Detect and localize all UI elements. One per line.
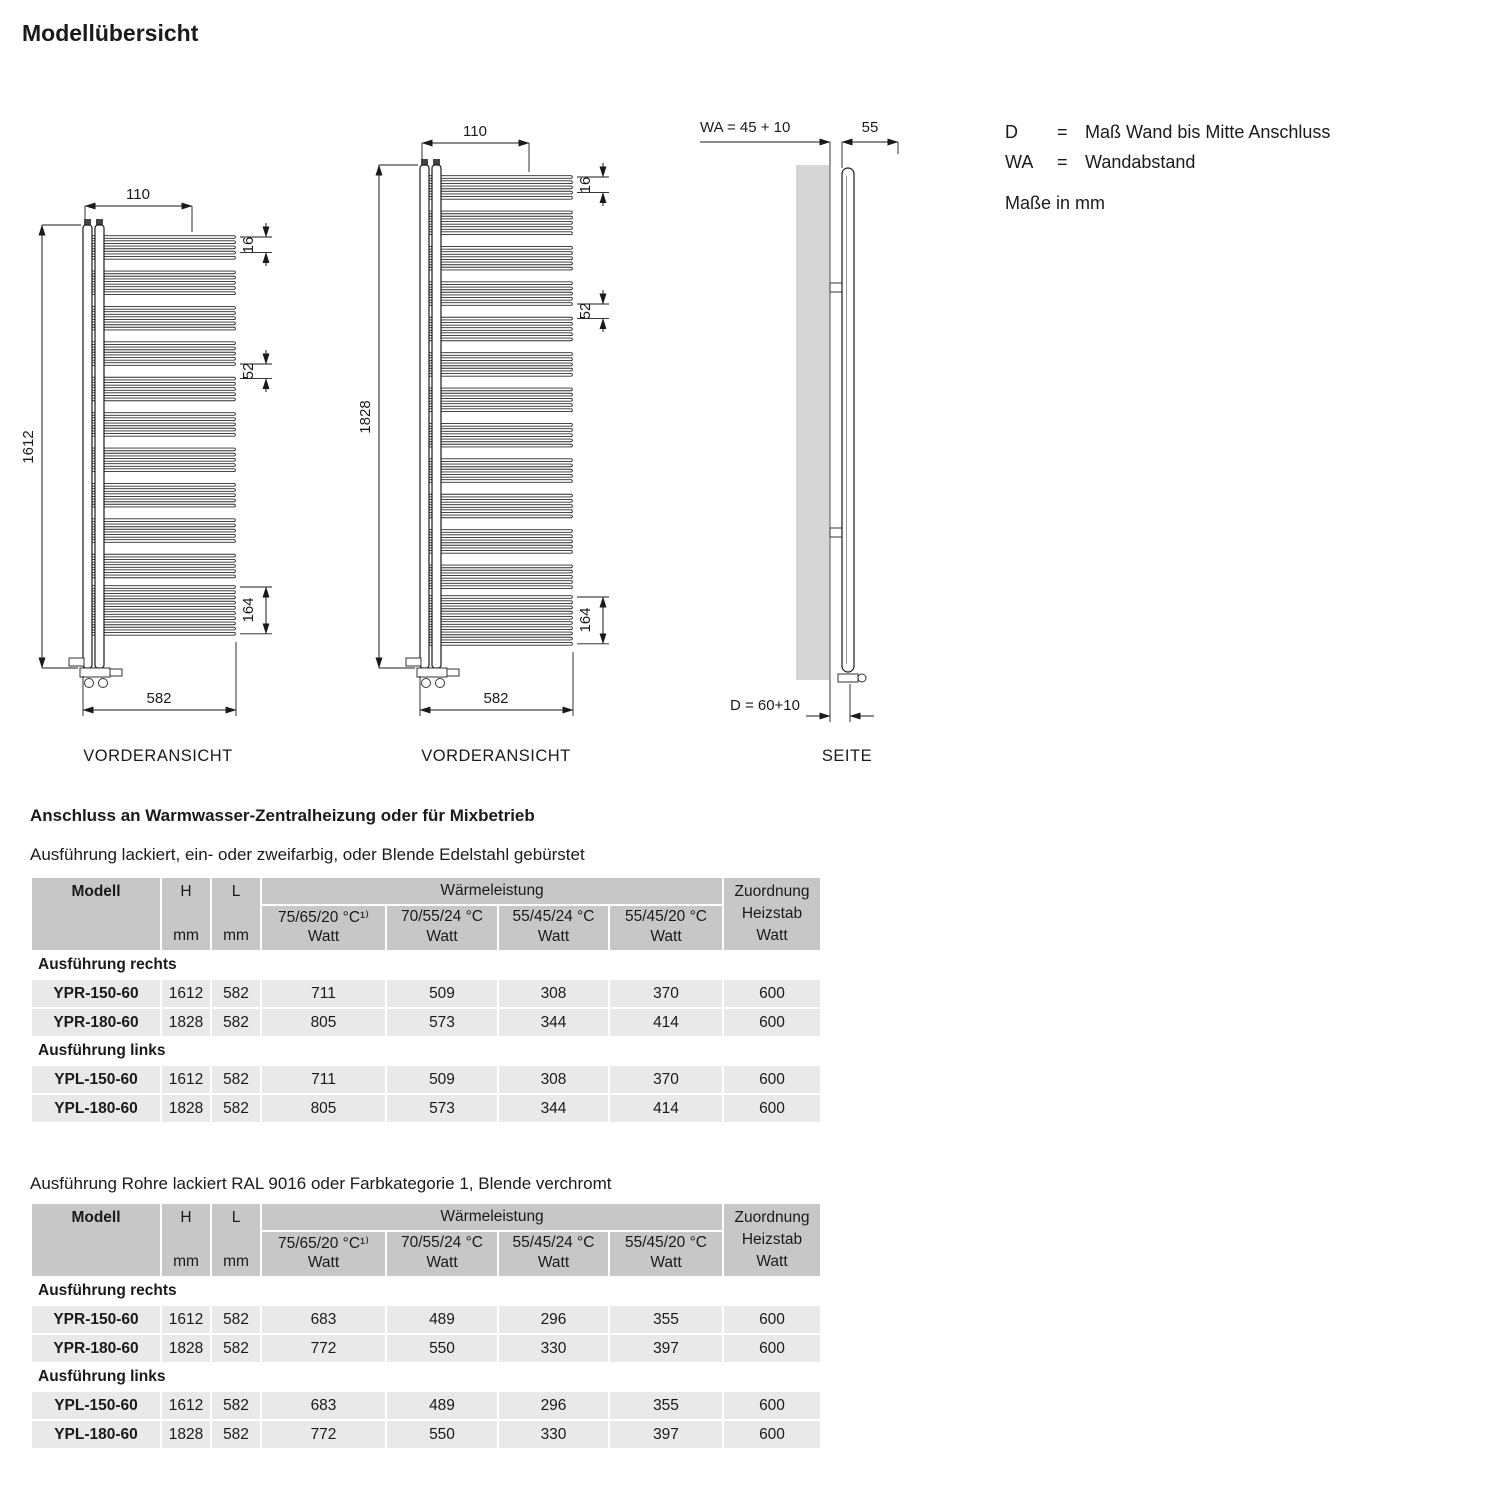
cell-l: 582 bbox=[211, 1420, 261, 1449]
cell-watt-1: 772 bbox=[261, 1420, 386, 1449]
cell-l: 582 bbox=[211, 979, 261, 1008]
col-header-performance: Wärmeleistung bbox=[261, 877, 723, 905]
cell-watt-4: 414 bbox=[609, 1008, 723, 1037]
col-header-temp-3: 55/45/24 °C Watt bbox=[498, 1231, 609, 1277]
table-row bbox=[31, 1065, 821, 1094]
dimension-label: 16 bbox=[240, 236, 257, 254]
cell-watt-3: 344 bbox=[498, 1094, 609, 1123]
cell-watt-3: 296 bbox=[498, 1305, 609, 1334]
cell-heizstab: 600 bbox=[723, 1065, 821, 1094]
col-header-model: Modell bbox=[31, 877, 161, 951]
cell-model: YPL-150-60 bbox=[31, 1391, 161, 1420]
dimension-label: 110 bbox=[463, 123, 487, 140]
col-header-temp-1: 75/65/20 °C¹⁾ Watt bbox=[261, 1231, 386, 1277]
subtitle-2: Ausführung Rohre lackiert RAL 9016 oder Farbkategorie 1, Blende verchromt bbox=[30, 1174, 612, 1193]
col-header-model: Modell bbox=[31, 1203, 161, 1277]
cell-h: 1828 bbox=[161, 1420, 211, 1449]
cell-watt-2: 550 bbox=[386, 1334, 498, 1363]
col-header-temp-1: 75/65/20 °C¹⁾ Watt bbox=[261, 905, 386, 951]
col-header-performance: Wärmeleistung bbox=[261, 1203, 723, 1231]
view-label-front-2: VORDERANSICHT bbox=[421, 747, 571, 765]
front-view-2 bbox=[357, 123, 609, 765]
performance-table-1 bbox=[30, 876, 822, 1124]
cell-l: 582 bbox=[211, 1008, 261, 1037]
dimension-label: 52 bbox=[240, 362, 257, 380]
cell-watt-3: 330 bbox=[498, 1334, 609, 1363]
cell-heizstab: 600 bbox=[723, 1334, 821, 1363]
table-section-row bbox=[31, 951, 821, 979]
dimension-label: 164 bbox=[240, 597, 257, 623]
cell-heizstab: 600 bbox=[723, 1008, 821, 1037]
section-heading: Anschluss an Warmwasser-Zentralheizung oder für Mixbetrieb bbox=[30, 806, 535, 825]
performance-table-2 bbox=[30, 1202, 822, 1450]
dimension-label: 582 bbox=[483, 690, 509, 707]
dimension-label: 55 bbox=[861, 119, 879, 136]
cell-heizstab: 600 bbox=[723, 1094, 821, 1123]
cell-h: 1828 bbox=[161, 1094, 211, 1123]
table-1-wrapper bbox=[30, 876, 822, 1124]
wall bbox=[797, 165, 830, 680]
cell-heizstab: 600 bbox=[723, 1305, 821, 1334]
cell-h: 1828 bbox=[161, 1334, 211, 1363]
cell-model: YPR-180-60 bbox=[31, 1008, 161, 1037]
col-header-assignment: Zuordnung Heizstab Watt bbox=[723, 877, 821, 951]
cell-watt-1: 805 bbox=[261, 1008, 386, 1037]
view-label-side: SEITE bbox=[821, 747, 873, 765]
cell-watt-3: 330 bbox=[498, 1420, 609, 1449]
table-row bbox=[31, 1420, 821, 1449]
dimension-label: 16 bbox=[577, 176, 594, 194]
col-header-temp-2: 70/55/24 °C Watt bbox=[386, 1231, 498, 1277]
cell-model: YPL-180-60 bbox=[31, 1094, 161, 1123]
cell-watt-3: 296 bbox=[498, 1391, 609, 1420]
col-header-l: L mm bbox=[211, 1203, 261, 1277]
cell-watt-1: 683 bbox=[261, 1305, 386, 1334]
cell-heizstab: 600 bbox=[723, 1391, 821, 1420]
legend-eq: = bbox=[1057, 152, 1068, 172]
cell-h: 1612 bbox=[161, 1391, 211, 1420]
col-header-h: H mm bbox=[161, 1203, 211, 1277]
cell-watt-2: 509 bbox=[386, 979, 498, 1008]
col-header-temp-2: 70/55/24 °C Watt bbox=[386, 905, 498, 951]
dimension-label: D = 60+10 bbox=[729, 697, 800, 714]
cell-model: YPR-150-60 bbox=[31, 1305, 161, 1334]
cell-h: 1612 bbox=[161, 1065, 211, 1094]
table-row bbox=[31, 1391, 821, 1420]
cell-watt-2: 489 bbox=[386, 1391, 498, 1420]
cell-watt-2: 573 bbox=[386, 1094, 498, 1123]
cell-heizstab: 600 bbox=[723, 1420, 821, 1449]
legend bbox=[1005, 122, 1330, 214]
cell-watt-1: 805 bbox=[261, 1094, 386, 1123]
section-label: Ausführung rechts bbox=[31, 1277, 821, 1305]
cell-watt-4: 397 bbox=[609, 1334, 723, 1363]
col-header-assignment: Zuordnung Heizstab Watt bbox=[723, 1203, 821, 1277]
cell-model: YPL-150-60 bbox=[31, 1065, 161, 1094]
cell-model: YPL-180-60 bbox=[31, 1420, 161, 1449]
cell-h: 1612 bbox=[161, 1305, 211, 1334]
cell-l: 582 bbox=[211, 1065, 261, 1094]
cell-watt-2: 573 bbox=[386, 1008, 498, 1037]
cell-l: 582 bbox=[211, 1094, 261, 1123]
dimension-label: 164 bbox=[577, 607, 594, 633]
units-note: Maße in mm bbox=[1005, 193, 1106, 213]
table-row bbox=[31, 1305, 821, 1334]
col-header-l: L mm bbox=[211, 877, 261, 951]
cell-watt-3: 344 bbox=[498, 1008, 609, 1037]
col-header-temp-4: 55/45/20 °C Watt bbox=[609, 905, 723, 951]
dimension-label: 1612 bbox=[20, 430, 37, 464]
section-label: Ausführung links bbox=[31, 1037, 821, 1065]
cell-watt-1: 711 bbox=[261, 1065, 386, 1094]
cell-watt-4: 355 bbox=[609, 1391, 723, 1420]
cell-h: 1828 bbox=[161, 1008, 211, 1037]
cell-watt-3: 308 bbox=[498, 979, 609, 1008]
col-header-temp-3: 55/45/24 °C Watt bbox=[498, 905, 609, 951]
dimension-label: 1828 bbox=[357, 400, 374, 434]
radiator-tubes bbox=[423, 177, 571, 644]
cell-watt-4: 355 bbox=[609, 1305, 723, 1334]
col-header-h: H mm bbox=[161, 877, 211, 951]
radiator-tubes bbox=[86, 237, 234, 634]
page-title: Modellübersicht bbox=[22, 20, 199, 46]
view-label-front-1: VORDERANSICHT bbox=[83, 747, 233, 765]
table-row bbox=[31, 1008, 821, 1037]
cell-heizstab: 600 bbox=[723, 979, 821, 1008]
front-view-1 bbox=[20, 186, 272, 765]
dimension-label: 582 bbox=[146, 690, 172, 707]
col-header-temp-4: 55/45/20 °C Watt bbox=[609, 1231, 723, 1277]
cell-l: 582 bbox=[211, 1391, 261, 1420]
cell-watt-4: 370 bbox=[609, 1065, 723, 1094]
cell-model: YPR-180-60 bbox=[31, 1334, 161, 1363]
legend-eq: = bbox=[1057, 122, 1068, 142]
cell-watt-4: 397 bbox=[609, 1420, 723, 1449]
cell-watt-4: 370 bbox=[609, 979, 723, 1008]
side-view bbox=[700, 119, 898, 765]
section-label: Ausführung links bbox=[31, 1363, 821, 1391]
cell-watt-3: 308 bbox=[498, 1065, 609, 1094]
subtitle-1: Ausführung lackiert, ein- oder zweifarbig, oder Blende Edelstahl gebürstet bbox=[30, 845, 585, 864]
dimension-label: WA = 45 + 10 bbox=[700, 119, 791, 136]
table-section-row bbox=[31, 1277, 821, 1305]
legend-definition: Maß Wand bis Mitte Anschluss bbox=[1085, 122, 1331, 142]
legend-term: WA bbox=[1005, 152, 1034, 172]
dimension-label: 52 bbox=[577, 302, 594, 320]
table-2-wrapper bbox=[30, 1202, 822, 1450]
cell-l: 582 bbox=[211, 1334, 261, 1363]
table-section-row bbox=[31, 1037, 821, 1065]
cell-watt-2: 489 bbox=[386, 1305, 498, 1334]
cell-h: 1612 bbox=[161, 979, 211, 1008]
technical-drawings bbox=[0, 80, 960, 780]
cell-watt-1: 683 bbox=[261, 1391, 386, 1420]
table-section-row bbox=[31, 1363, 821, 1391]
cell-model: YPR-150-60 bbox=[31, 979, 161, 1008]
radiator-side-profile bbox=[830, 168, 866, 682]
cell-watt-1: 772 bbox=[261, 1334, 386, 1363]
cell-watt-2: 509 bbox=[386, 1065, 498, 1094]
table-row bbox=[31, 979, 821, 1008]
table-row bbox=[31, 1094, 821, 1123]
dimension-label: 110 bbox=[126, 186, 150, 203]
table-row bbox=[31, 1334, 821, 1363]
cell-watt-2: 550 bbox=[386, 1420, 498, 1449]
section-label: Ausführung rechts bbox=[31, 951, 821, 979]
cell-watt-4: 414 bbox=[609, 1094, 723, 1123]
cell-watt-1: 711 bbox=[261, 979, 386, 1008]
legend-definition: Wandabstand bbox=[1085, 152, 1196, 172]
legend-term: D bbox=[1005, 122, 1018, 142]
cell-l: 582 bbox=[211, 1305, 261, 1334]
